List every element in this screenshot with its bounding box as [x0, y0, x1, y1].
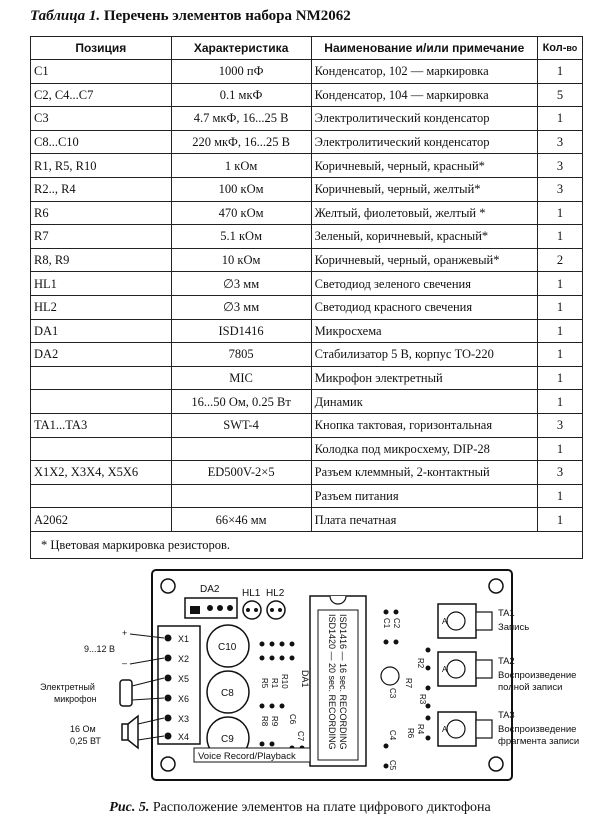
cell-spec: 100 кОм — [171, 177, 311, 201]
cell-qty: 1 — [537, 366, 582, 390]
label-r1: R1 — [270, 678, 279, 689]
label-c7: C7 — [296, 731, 305, 742]
mount-hole — [489, 579, 503, 593]
cell-qty: 1 — [537, 319, 582, 343]
label-ta3-desc2: фрагмента записи — [498, 736, 580, 747]
cell-qty: 3 — [537, 413, 582, 437]
table-row — [31, 225, 583, 249]
label-minus: – — [122, 658, 128, 668]
cell-name: Динамик — [311, 390, 537, 414]
cell-name: Коричневый, черный, желтый* — [311, 177, 537, 201]
cell-qty: 3 — [537, 154, 582, 178]
label-mic2: микрофон — [54, 694, 97, 704]
cell-position: DA1 — [31, 319, 172, 343]
cell-position: HL1 — [31, 272, 172, 296]
label-r7: R7 — [404, 678, 413, 689]
cell-name: Колодка под микросхему, DIP-28 — [311, 437, 537, 461]
table-row — [31, 295, 583, 319]
cell-qty: 1 — [537, 225, 582, 249]
label-c8: C8 — [221, 688, 234, 699]
cell-qty: 1 — [537, 295, 582, 319]
label-ta3-desc1: Воспроизведение — [498, 724, 577, 735]
header-position: Позиция — [31, 37, 172, 60]
label-r9: R9 — [270, 716, 279, 727]
table-title — [30, 8, 351, 25]
cell-qty: 2 — [537, 248, 582, 272]
cell-spec: ISD1416 — [171, 319, 311, 343]
cell-qty: 5 — [537, 83, 582, 107]
cell-position — [31, 484, 172, 508]
label-spk2: 0,25 ВТ — [70, 736, 101, 746]
cell-name: Коричневый, черный, красный* — [311, 154, 537, 178]
label-x5: X5 — [178, 674, 190, 684]
cell-position: R8, R9 — [31, 248, 172, 272]
cell-name: Желтый, фиолетовый, желтый * — [311, 201, 537, 225]
cell-position: R2.., R4 — [31, 177, 172, 201]
cell-spec: 10 кОм — [171, 248, 311, 272]
table-row — [31, 107, 583, 131]
table-row — [31, 366, 583, 390]
cell-position — [31, 390, 172, 414]
mount-hole — [161, 579, 175, 593]
label-r3: R3 — [418, 694, 427, 705]
microphone-icon — [120, 680, 132, 706]
header-name: Наименование и/или примечание — [311, 37, 537, 60]
cell-position: C2, C4...C7 — [31, 83, 172, 107]
table-row — [31, 461, 583, 485]
cell-qty: 1 — [537, 107, 582, 131]
label-c3: C3 — [388, 688, 397, 699]
cell-position: R6 — [31, 201, 172, 225]
label-ta3-pin: A — [442, 725, 448, 734]
cell-qty: 1 — [537, 508, 582, 532]
label-mic1: Электретный — [40, 682, 95, 692]
label-ta3: TA3 — [498, 710, 515, 721]
cell-spec: 0.1 мкФ — [171, 83, 311, 107]
table-row — [31, 484, 583, 508]
cell-spec — [171, 484, 311, 508]
cell-qty: 1 — [537, 272, 582, 296]
speaker-icon — [122, 716, 138, 748]
table-row — [31, 319, 583, 343]
led-hl1 — [243, 601, 261, 619]
label-x6: X6 — [178, 694, 190, 704]
cell-position: C8...C10 — [31, 130, 172, 154]
table-row — [31, 83, 583, 107]
table-footnote: * Цветовая маркировка резисторов. — [31, 531, 583, 558]
header-qty-main: Кол- — [542, 42, 567, 54]
label-hl2: HL2 — [266, 588, 285, 599]
cell-spec: 16...50 Ом, 0.25 Вт — [171, 390, 311, 414]
label-x3: X3 — [178, 714, 190, 724]
header-qty-sub: во — [566, 43, 578, 53]
label-ta1-desc: Запись — [498, 622, 530, 633]
cell-spec: 4.7 мкФ, 16...25 В — [171, 107, 311, 131]
components-table — [30, 36, 583, 559]
cell-name: Микрофон электретный — [311, 366, 537, 390]
label-da1: DA1 — [300, 670, 310, 688]
cell-spec: 5.1 кОм — [171, 225, 311, 249]
label-board-name: Voice Record/Playback — [198, 751, 296, 762]
label-ta1: TA1 — [498, 608, 515, 619]
label-c6: C6 — [288, 714, 297, 725]
table-row — [31, 201, 583, 225]
label-c9: C9 — [221, 734, 234, 745]
cell-name: Разъем клеммный, 2-контактный — [311, 461, 537, 485]
table-header-row — [31, 37, 583, 60]
label-ta2-desc2: полной записи — [498, 682, 563, 693]
cell-position: C1 — [31, 60, 172, 84]
cell-qty: 3 — [537, 177, 582, 201]
cell-name: Конденсатор, 104 — маркировка — [311, 83, 537, 107]
cell-name: Зеленый, коричневый, красный* — [311, 225, 537, 249]
cell-position — [31, 437, 172, 461]
label-ta2-pin: A — [442, 665, 448, 674]
cell-name: Светодиод красного свечения — [311, 295, 537, 319]
cell-name: Конденсатор, 102 — маркировка — [311, 60, 537, 84]
cell-name: Микросхема — [311, 319, 537, 343]
table-row — [31, 130, 583, 154]
cell-name: Кнопка тактовая, горизонтальная — [311, 413, 537, 437]
cell-spec: 66×46 мм — [171, 508, 311, 532]
table-row — [31, 154, 583, 178]
cell-spec: MIC — [171, 366, 311, 390]
caption-text: Расположение элементов на плате цифрового диктофона — [152, 800, 491, 815]
cell-spec: SWT-4 — [171, 413, 311, 437]
label-r4: R4 — [416, 724, 425, 735]
table-row — [31, 248, 583, 272]
label-x2: X2 — [178, 654, 190, 664]
cell-qty: 1 — [537, 343, 582, 367]
figure-caption — [0, 800, 600, 816]
cell-qty: 3 — [537, 461, 582, 485]
cell-spec: 1 кОм — [171, 154, 311, 178]
label-c2: C2 — [392, 618, 401, 629]
cell-name: Плата печатная — [311, 508, 537, 532]
cell-spec: ED500V-2×5 — [171, 461, 311, 485]
cell-spec: 470 кОм — [171, 201, 311, 225]
label-da2: DA2 — [200, 584, 220, 595]
label-r10: R10 — [280, 674, 289, 689]
cell-position: DA2 — [31, 343, 172, 367]
label-r2: R2 — [416, 658, 425, 669]
cell-name: Электролитический конденсатор — [311, 130, 537, 154]
cell-name: Разъем питания — [311, 484, 537, 508]
cell-name: Светодиод зеленого свечения — [311, 272, 537, 296]
table-title-label: Таблица 1. — [30, 8, 101, 24]
cell-qty: 1 — [537, 484, 582, 508]
table-row — [31, 177, 583, 201]
pcb-figure — [40, 566, 580, 786]
label-power: 9...12 В — [84, 644, 116, 654]
label-c10: C10 — [218, 642, 237, 653]
mount-hole — [489, 757, 503, 771]
label-ta2-desc1: Воспроизведение — [498, 670, 577, 681]
table-row — [31, 343, 583, 367]
table-row — [31, 437, 583, 461]
cell-spec: 220 мкФ, 16...25 В — [171, 130, 311, 154]
label-ta1-pin: A — [442, 617, 448, 626]
label-ta2: TA2 — [498, 656, 515, 667]
label-plus: + — [122, 628, 128, 638]
label-c4: C4 — [388, 730, 397, 741]
table-row — [31, 60, 583, 84]
label-ic-line1: ISD1416 — 16 sec. RECORDING — [338, 614, 348, 750]
cell-spec: ∅3 мм — [171, 295, 311, 319]
cell-position: TA1...TA3 — [31, 413, 172, 437]
caption-label: Рис. 5. — [109, 800, 150, 815]
cell-qty: 1 — [537, 201, 582, 225]
cell-spec: ∅3 мм — [171, 272, 311, 296]
cell-position: R7 — [31, 225, 172, 249]
table-row — [31, 390, 583, 414]
label-x1: X1 — [178, 634, 190, 644]
cell-qty: 1 — [537, 390, 582, 414]
cell-name: Коричневый, черный, оранжевый* — [311, 248, 537, 272]
label-c5: C5 — [388, 760, 397, 771]
cell-spec: 7805 — [171, 343, 311, 367]
led-hl2 — [267, 601, 285, 619]
table-row — [31, 508, 583, 532]
cell-position: X1X2, X3X4, X5X6 — [31, 461, 172, 485]
cell-qty: 3 — [537, 130, 582, 154]
label-x4: X4 — [178, 732, 190, 742]
header-spec: Характеристика — [171, 37, 311, 60]
label-c1: C1 — [382, 618, 391, 629]
cell-spec: 1000 пФ — [171, 60, 311, 84]
header-qty — [537, 37, 582, 60]
label-hl1: HL1 — [242, 588, 261, 599]
label-r6: R6 — [406, 728, 415, 739]
cell-qty: 1 — [537, 437, 582, 461]
cell-name: Электролитический конденсатор — [311, 107, 537, 131]
cell-name: Стабилизатор 5 В, корпус TO-220 — [311, 343, 537, 367]
label-ic-line2: ISD1420 — 20 sec. RECORDING — [327, 614, 337, 750]
label-r8: R8 — [260, 716, 269, 727]
cell-qty: 1 — [537, 60, 582, 84]
cell-spec — [171, 437, 311, 461]
label-spk1: 16 Ом — [70, 724, 96, 734]
cell-position: A2062 — [31, 508, 172, 532]
table-row — [31, 272, 583, 296]
table-title-text: Перечень элементов набора NM2062 — [103, 8, 351, 24]
label-r5: R5 — [260, 678, 269, 689]
table-row — [31, 413, 583, 437]
cell-position: C3 — [31, 107, 172, 131]
cell-position — [31, 366, 172, 390]
cell-position: R1, R5, R10 — [31, 154, 172, 178]
mount-hole — [161, 757, 175, 771]
cell-position: HL2 — [31, 295, 172, 319]
